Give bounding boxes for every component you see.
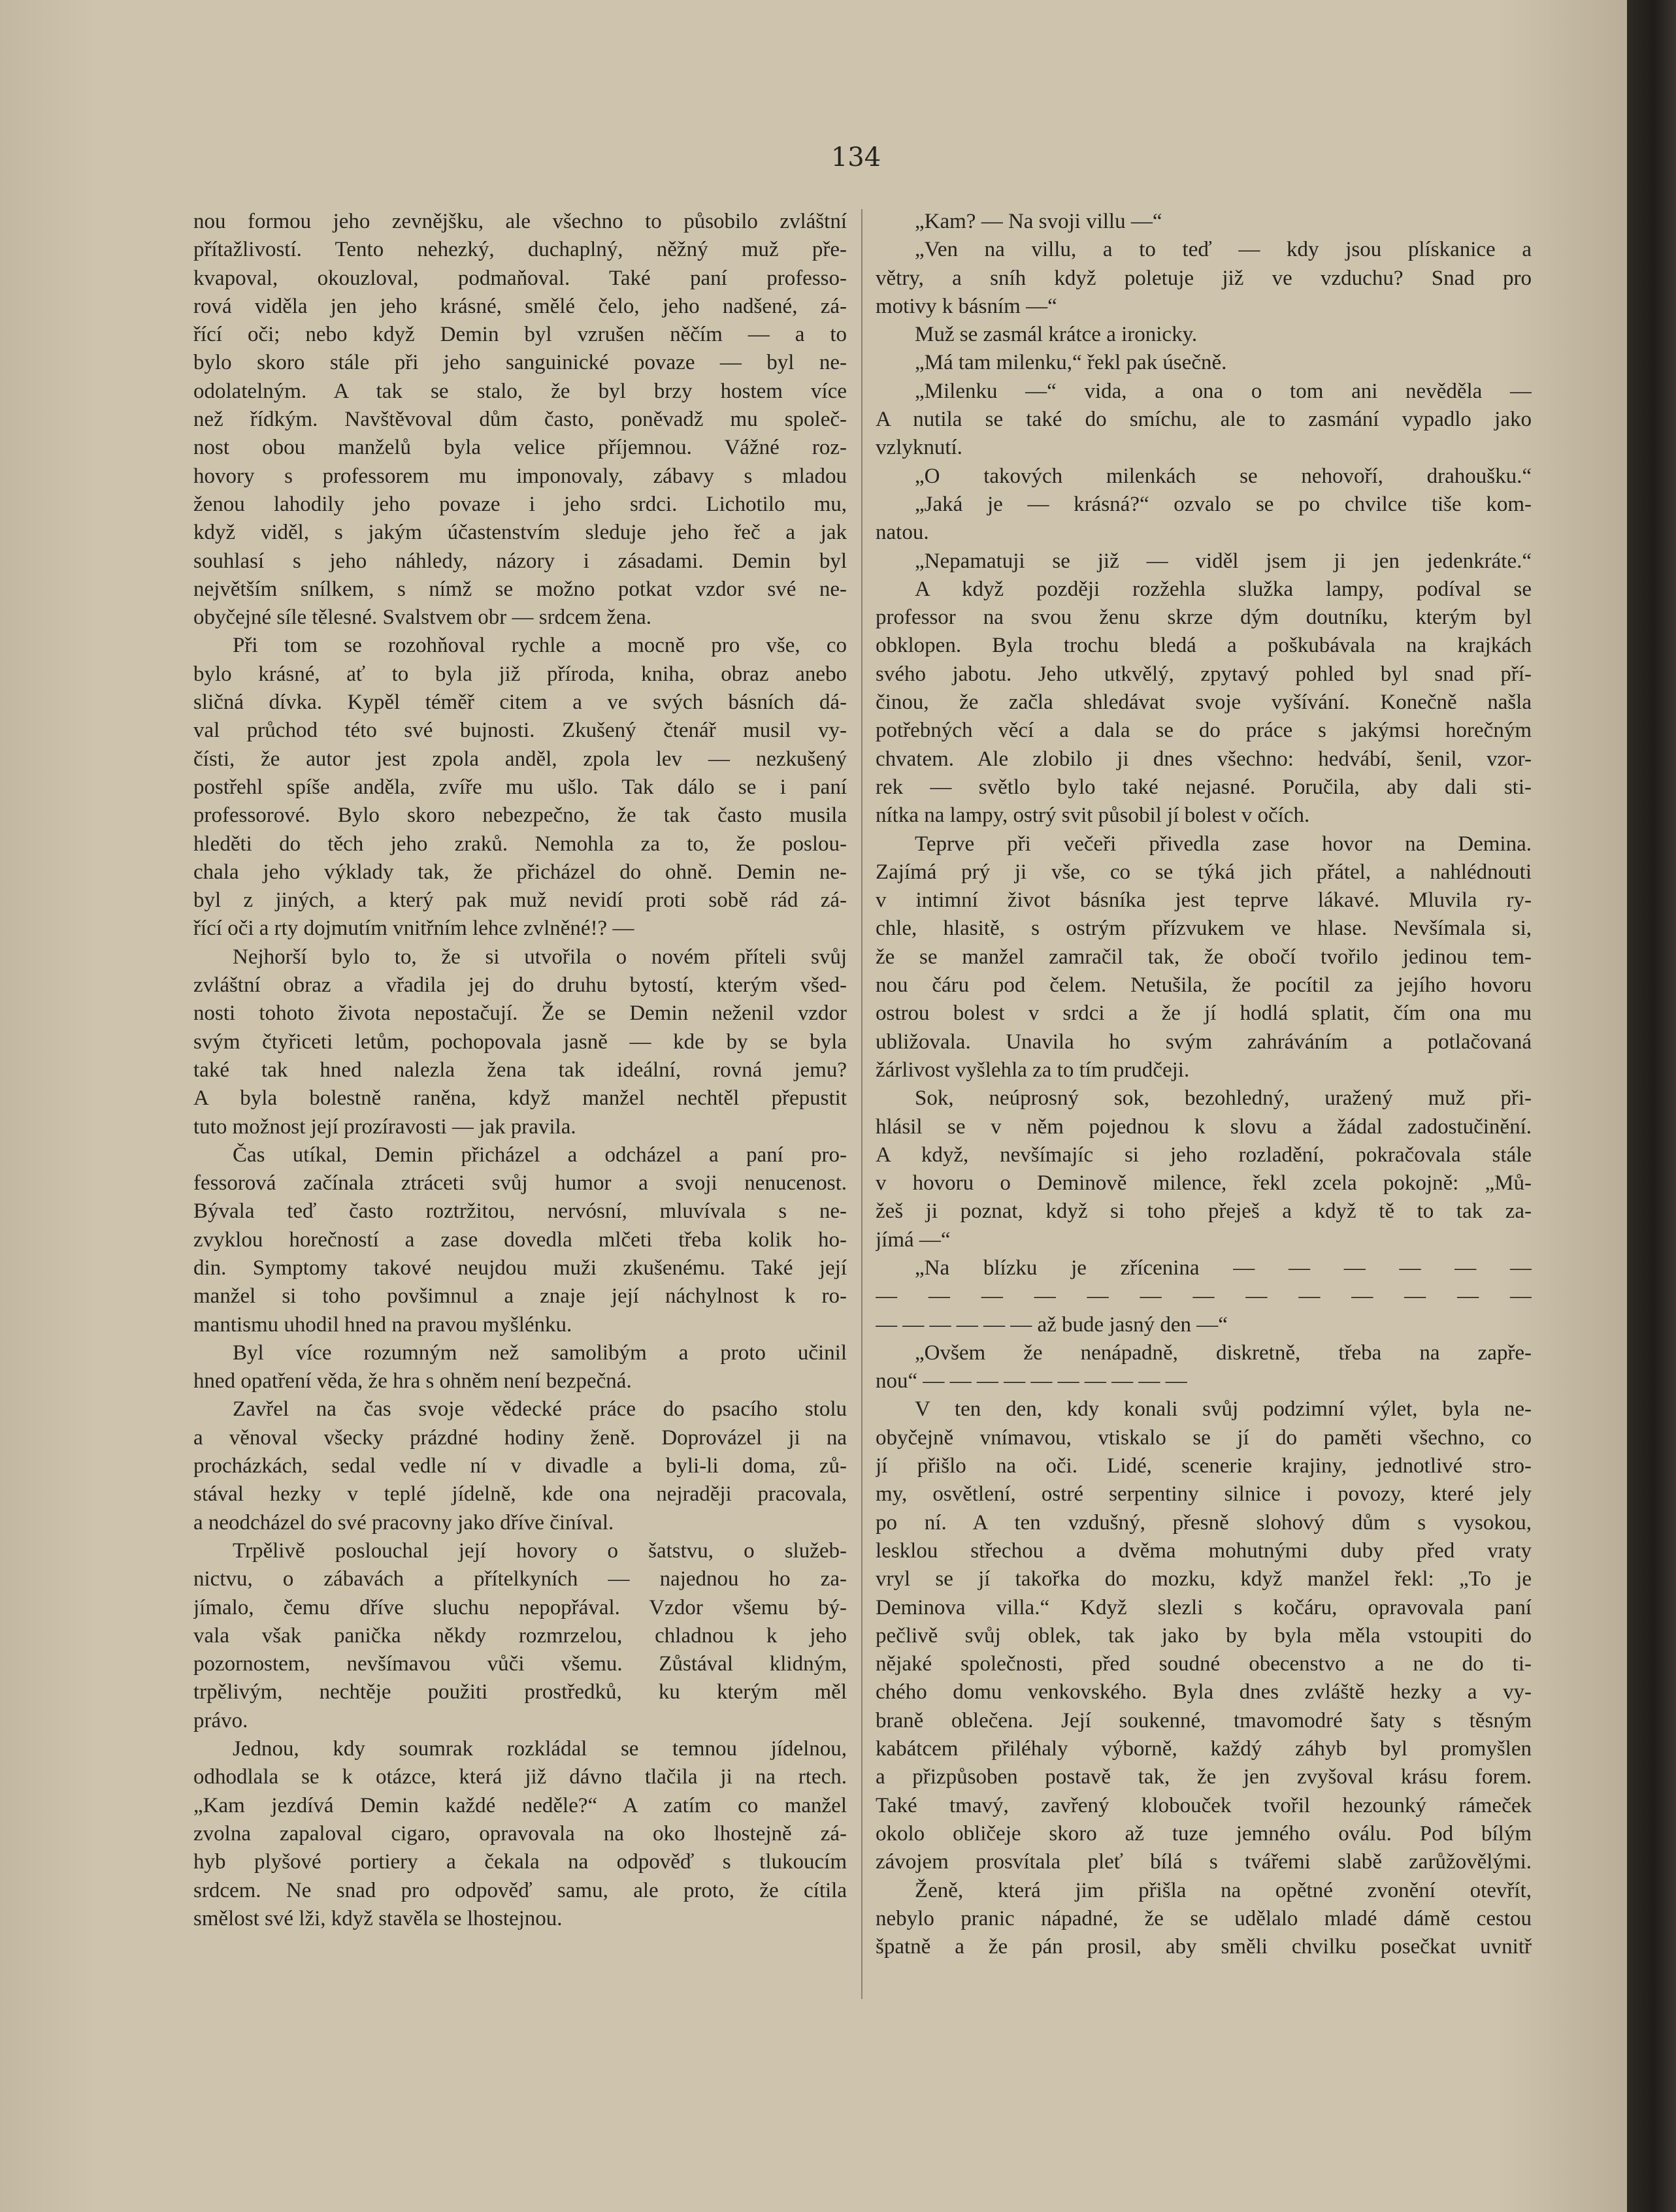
text-line: Také tmavý, zavřený klobouček tvořil hezounký rámeček (876, 1793, 1532, 1817)
right-text-column (876, 208, 1532, 1961)
text-line: v hovoru o Deminově milence, řekl zcela pokojně: „Mů- (876, 1171, 1532, 1195)
text-line: kvapoval, okouzloval, podmaňoval. Také paní professo- (193, 266, 847, 290)
text-line: Čas utíkal, Demin přicházel a odcházel a paní pro- (233, 1143, 847, 1167)
text-line: „O takových milenkách se nehovoří, drahoušku.“ (915, 464, 1532, 488)
text-line: řící oči; nebo když Demin byl vzrušen něčím — a to (193, 323, 847, 347)
left-text-column (193, 208, 847, 1933)
text-line: my, osvětlení, ostré serpentiny silnice i povozy, které jely (876, 1482, 1532, 1506)
text-line: Muž se zasmál krátce a ironicky. (915, 323, 1198, 347)
text-line: Zajímá prý ji vše, co se týká jich přátel, a nahlédnouti (876, 860, 1532, 884)
text-line: zvyklou horečností a zase dovedla mlčeti třeba kolik ho- (193, 1228, 847, 1252)
text-line: A byla bolestně raněna, když manžel nechtěl přepustit (193, 1086, 847, 1111)
text-line: motivy k básním —“ (876, 294, 1057, 318)
text-line: řící oči a rty dojmutím vnitřním lehce zvlněné!? — (193, 917, 634, 941)
text-line: špatně a že pán prosil, aby směli chvilku posečkat uvnitř (876, 1935, 1532, 1959)
text-line: „Ovšem že nenápadně, diskretně, třeba na zapře- (915, 1341, 1532, 1365)
text-line: tuto možnost její prozíravosti — jak pravila. (193, 1114, 576, 1139)
text-line: v intimní život básníka jest teprve lákavé. Mluvila ry- (876, 888, 1532, 913)
text-line: nou“ — — — — — — — — — — (876, 1369, 1187, 1393)
text-line: Deminova villa.“ Když slezli s kočáru, opravovala paní (876, 1595, 1532, 1619)
text-line: kabátcem přiléhaly výborně, každý záhyb byl promyšlen (876, 1737, 1532, 1761)
text-line: zvláštní obraz a vřadila jej do druhu bytostí, kterým všed- (193, 973, 847, 998)
text-line: fessorová začínala ztráceti svůj humor a svoji nenucenost. (193, 1171, 847, 1195)
text-line: „Kam jezdívá Demin každé neděle?“ A zatím co manžel (193, 1793, 847, 1817)
text-line: souhlasí s jeho náhledy, názory i zásadami. Demin byl (193, 549, 847, 573)
text-line: professorové. Bylo skoro nebezpečno, že tak často musila (193, 804, 847, 828)
text-line: po ní. A ten vzdušný, přesně slohový dům s vysokou, (876, 1510, 1532, 1535)
text-line: a neodcházel do své pracovny jako dříve činíval. (193, 1510, 614, 1535)
text-line: professor na svou ženu skrze dým doutníku, kterým byl (876, 606, 1532, 630)
text-line: nictvu, o zábavách a přítelkyních — najednou ho za- (193, 1567, 847, 1591)
text-line: vryl se jí takořka do mozku, když manžel řekl: „To je (876, 1567, 1532, 1591)
text-line: procházkách, sedal vedle ní v divadle a byli-li doma, zů- (193, 1454, 847, 1478)
text-line: nebylo pranic nápadné, že se udělalo mladé dámě cestou (876, 1906, 1532, 1930)
text-line: žárlivost vyšlehla za to tím prudčeji. (876, 1058, 1190, 1082)
text-line: okolo obličeje skoro až tuze jemného oválu. Pod bílým (876, 1821, 1532, 1846)
text-line: ženou lahodily jeho povaze i jeho srdci. Lichotilo mu, (193, 492, 847, 516)
text-line: zvolna zapaloval cigaro, opravovala na oko lhostejně zá- (193, 1821, 847, 1846)
text-line: trpělivým, nechtěje použiti prostředků, ku kterým měl (193, 1680, 847, 1704)
text-line: vzlyknutí. (876, 436, 962, 460)
text-line: „Na blízku je zřícenina — — — — — — (915, 1256, 1532, 1280)
text-line: chvatem. Ale zlobilo ji dnes všechno: hedvábí, šenil, vzor- (876, 747, 1532, 771)
text-line: postřehl spíše anděla, zvíře mu ušlo. Tak dálo se i paní (193, 775, 847, 799)
text-line: ostrou bolest v srdci a že jí hodlá splatit, čím ona mu (876, 1001, 1532, 1026)
text-line: mantismu uhodil hned na pravou myšlénku. (193, 1312, 572, 1337)
text-line: pozornostem, nevšímavou vůči všemu. Zůstával klidným, (193, 1652, 847, 1676)
text-line: A když později rozžehla služka lampy, podíval se (915, 577, 1532, 601)
text-line: nost obou manželů byla velice příjemnou. Vážné roz- (193, 436, 847, 460)
text-line: A nutila se také do smíchu, ale to zasmání vypadlo jako (876, 408, 1532, 432)
text-line: „Nepamatuji se již — viděl jsem ji jen jedenkráte.“ (915, 549, 1532, 573)
text-line: byl z jiných, a který pak muž nevidí proti sobě rád zá- (193, 888, 847, 913)
text-line: Teprve při večeři přivedla zase hovor na Demina. (915, 832, 1532, 856)
text-line: Jednou, kdy soumrak rozkládal se temnou jídelnou, (233, 1737, 847, 1761)
book-spine-edge (1627, 0, 1676, 2212)
text-line: nou čáru pod čelem. Netušila, že pocítil za jejího hovoru (876, 973, 1532, 998)
text-line: také tak hned nalezla žena tak ideální, rovná jemu? (193, 1058, 847, 1082)
text-line: Bývala teď často roztržitou, nervósní, mluvívala s ne- (193, 1199, 847, 1224)
text-line: pečlivě svůj oblek, tak jako by byla měla vstoupiti do (876, 1623, 1532, 1648)
text-line: než řídkým. Navštěvoval dům často, poněvadž mu společ- (193, 408, 847, 432)
text-line: chala jeho výklady tak, že přicházel do ohně. Demin ne- (193, 860, 847, 884)
text-line: — — — — — — až bude jasný den —“ (876, 1312, 1228, 1337)
text-line: sličná dívka. Kypěl téměř citem a ve svých básních dá- (193, 691, 847, 715)
text-line: obklopen. Byla trochu bledá a poškubávala na krajkách (876, 634, 1532, 658)
text-line: závojem prosvítala pleť bílá s tvářemi slabě zarůžovělými. (876, 1850, 1532, 1874)
text-line: jímalo, čemu dříve sluchu nepopřával. Vzdor všemu bý- (193, 1595, 847, 1619)
text-line: chého domu venkovského. Byla dnes zvláště hezky a vy- (876, 1680, 1532, 1704)
text-line: braně oblečena. Její soukenné, tmavomodré šaty s těsným (876, 1708, 1532, 1732)
text-line: Ženě, která jim přišla na opětné zvonění otevřít, (915, 1878, 1532, 1902)
text-line: hned opatření věda, že hra s ohněm není bezpečná. (193, 1369, 632, 1393)
column-divider (861, 209, 863, 1999)
text-line: hovory s professorem mu imponovaly, zábavy s mladou (193, 464, 847, 488)
text-line: — — — — — — — — — — — — — (876, 1284, 1532, 1309)
text-line: větry, a sníh když poletuje již ve vzduchu? Snad pro (876, 266, 1532, 290)
text-line: rek — světlo bylo také nejasné. Poručila, aby dali sti- (876, 775, 1532, 799)
text-line: bylo krásné, ať to byla již příroda, kniha, obraz anebo (193, 662, 847, 686)
text-line: rová viděla jen jeho krásné, smělé čelo, jeho nadšené, zá- (193, 294, 847, 318)
text-line: jímá —“ (876, 1228, 951, 1252)
text-line: Sok, neúprosný sok, bezohledný, uražený muž při- (915, 1086, 1532, 1111)
text-line: potřebných věcí a dala se do práce s jakýmsi horečným (876, 719, 1532, 743)
text-line: když viděl, s jakým účastenstvím sleduje jeho řeč a jak (193, 521, 847, 545)
text-line: „Kam? — Na svoji villu —“ (915, 210, 1162, 233)
text-line: val průchod této své bujnosti. Zkušený čtenář musil vy- (193, 719, 847, 743)
text-line: že se manžel zamračil tak, že obočí tvořilo jedinou tem- (876, 945, 1532, 969)
text-line: největším snílkem, s nímž se možno potkat vzdor své ne- (193, 577, 847, 601)
text-line: přítažlivostí. Tento nehezký, duchaplný, něžný muž pře- (193, 238, 847, 262)
text-line: a přizpůsoben postavě tak, že jen zvyšoval krásu forem. (876, 1765, 1532, 1789)
text-line: srdcem. Ne snad pro odpověď samu, ale proto, že cítila (193, 1878, 847, 1902)
text-line: činou, že začla shledávat svoje vyšívání. Konečně našla (876, 691, 1532, 715)
text-line: „Milenku —“ vida, a ona o tom ani nevěděla — (915, 379, 1532, 403)
text-line: V ten den, kdy konali svůj podzimní výlet, byla ne- (915, 1397, 1532, 1422)
text-line: Zavřel na čas svoje vědecké práce do psacího stolu (233, 1397, 847, 1422)
text-line: A když, nevšímajíc si jeho rozladění, pokračovala stále (876, 1143, 1532, 1167)
text-line: odolatelným. A tak se stalo, že byl brzy hostem více (193, 379, 847, 403)
text-line: „Jaká je — krásná?“ ozvalo se po chvilce tiše kom- (915, 492, 1532, 516)
text-line: žeš ji poznat, když si toho přeješ a když tě to tak za- (876, 1199, 1532, 1224)
text-line: hlásil se v něm pojednou k slovu a žádal zadostučinění. (876, 1114, 1532, 1139)
text-line: nítka na lampy, ostrý svit působil jí bolest v očích. (876, 804, 1310, 828)
text-line: svým čtyřiceti letům, pochopovala jasně — kde by se byla (193, 1030, 847, 1054)
text-line: bylo skoro stále při jeho sanguinické povaze — byl ne- (193, 351, 847, 375)
text-line: Nejhorší bylo to, že si utvořila o novém příteli svůj (233, 945, 847, 969)
text-line: chle, hlasitě, s ostrým přízvukem ve hlase. Nevšímala si, (876, 917, 1532, 941)
text-line: hyb plyšové portiery a čekala na odpověď s tlukoucím (193, 1850, 847, 1874)
text-line: obyčejné síle tělesné. Svalstvem obr — srdcem žena. (193, 606, 652, 630)
text-line: Trpělivě poslouchal její hovory o šatstvu, o služeb- (233, 1538, 847, 1563)
text-line: „Má tam milenku,“ řekl pak úsečně. (915, 351, 1227, 375)
text-line: nosti tohoto života nepostačují. Že se Demin neženil vzdor (193, 1001, 847, 1026)
text-line: stával hezky v teplé jídelně, kde ona nejraději pracovala, (193, 1482, 847, 1506)
text-line: manžel si toho povšimnul a znaje její náchylnost k ro- (193, 1284, 847, 1309)
text-line: din. Symptomy takové neujdou muži zkušenému. Také její (193, 1256, 847, 1280)
text-line: nou formou jeho zevnějšku, ale všechno to působilo zvláštní (193, 210, 847, 233)
text-line: obyčejně vnímavou, vtiskalo se jí do paměti všechno, co (876, 1425, 1532, 1450)
text-line: svého jabotu. Jeho utkvělý, zpytavý pohled byl snad pří- (876, 662, 1532, 686)
text-line: jí přišlo na oči. Lidé, scenerie krajiny, jednotlivé stro- (876, 1454, 1532, 1478)
text-line: Při tom se rozohňoval rychle a mocně pro vše, co (233, 634, 847, 658)
page-number: 134 (830, 142, 881, 172)
text-line: nějaké společnosti, před soudné obecenstvo a ne do ti- (876, 1652, 1532, 1676)
text-line: vala však panička někdy rozmrzelou, chladnou k jeho (193, 1623, 847, 1648)
text-line: Byl více rozumným než samolibým a proto učinil (233, 1341, 847, 1365)
text-line: „Ven na villu, a to teď — kdy jsou plískanice a (915, 238, 1532, 262)
text-line: právo. (193, 1708, 248, 1732)
text-line: odhodlala se k otázce, která již dávno tlačila ji na rtech. (193, 1765, 847, 1789)
text-line: smělost své lži, když stavěla se lhostejnou. (193, 1906, 563, 1930)
text-line: a věnoval všecky prázdné hodiny ženě. Doprovázel ji na (193, 1425, 847, 1450)
text-line: hleděti do těch jeho zraků. Nemohla za to, že poslou- (193, 832, 847, 856)
text-line: natou. (876, 521, 929, 545)
text-line: ubližovala. Unavila ho svým zahráváním a potlačovaná (876, 1030, 1532, 1054)
text-line: čísti, že autor jest zpola anděl, zpola lev — nezkušený (193, 747, 847, 771)
text-line: lesklou střechou a dvěma mohutnými duby před vraty (876, 1538, 1532, 1563)
